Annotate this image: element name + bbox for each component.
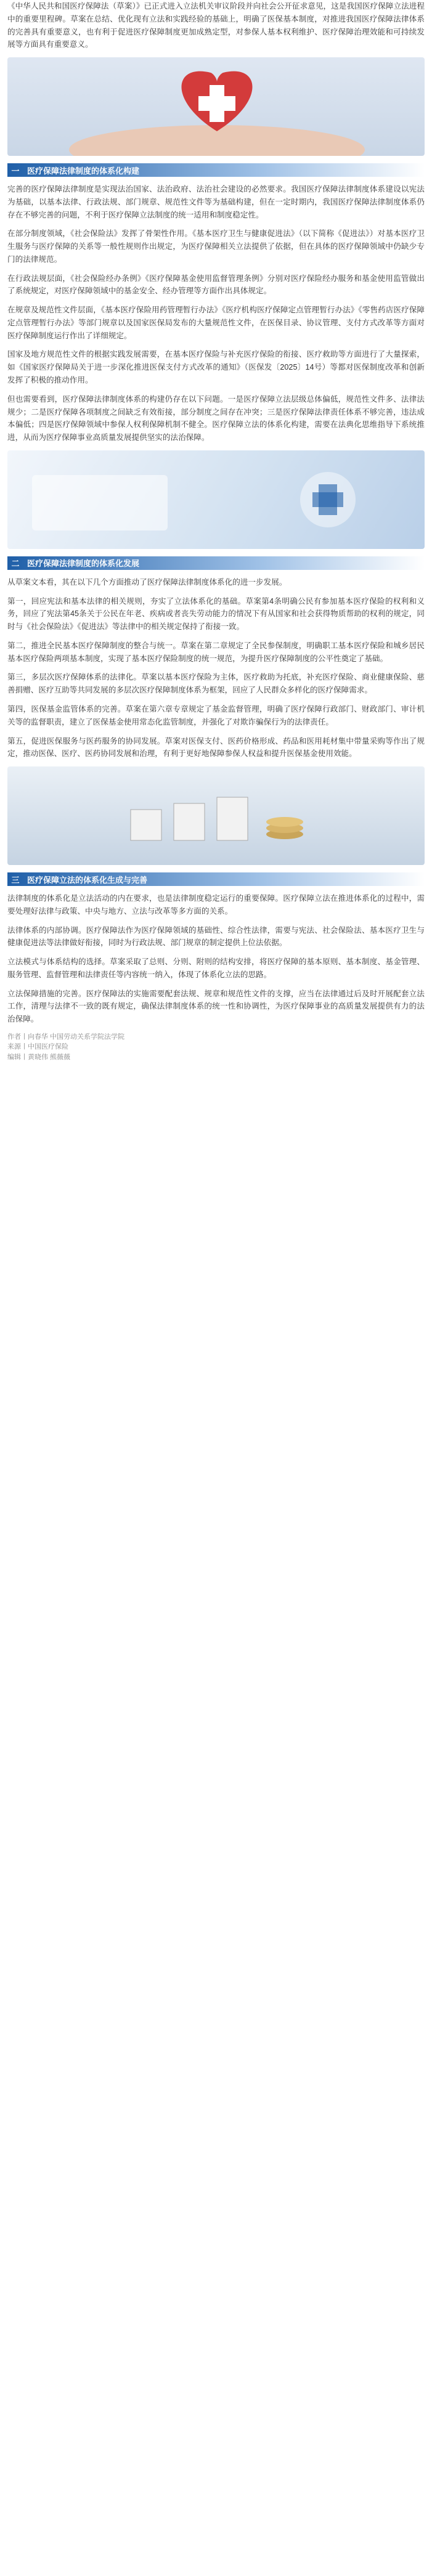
article [0, 0, 432, 1062]
section-number: 一 [11, 166, 20, 176]
hands-holding-medical-heart-image [7, 57, 425, 156]
paragraph: 在部分制度领域，《社会保险法》发挥了骨架性作用。《基本医疗卫生与健康促进法》（以下简称《促进法》）对基本医疗卫生服务与医疗保障的关系等一般性规则作出规定，为医疗保障相关立法提供了依据，但在具体的医疗保障领域中仍缺少专门的法律规范。 [7, 229, 425, 264]
section-heading-1 [7, 163, 425, 177]
section-number: 二 [11, 559, 20, 569]
paragraph: 第四，医保基金监管体系的完善。草案在第六章专章规定了基金监督管理，明确了医疗保障行政部门、财政部门、审计机关等的监督职责，建立了医保基金使用常态化监管制度，并强化了对欺诈骗保行为的法律责任。 [7, 704, 425, 726]
paragraph: 立法保障措施的完善。医疗保障法的实施需要配套法规、规章和规范性文件的支撑，应当在法律通过后及时开展配套立法工作，清理与法律不一致的既有规定，确保法律制度体系的统一性和协调性，为医疗保障事业的高质量发展提供有力的法治保障。 [7, 989, 425, 1024]
intro-paragraph: 《中华人民共和国医疗保障法（草案）》已正式进入立法机关审议阶段并向社会公开征求意见，这是我国医疗保障立法进程中的重要里程碑。草案在总结、优化现有立法和实践经验的基础上，明确了医保基本制度，对推进我国医疗保障法律体系的完善具有重要意义，也有利于促进医疗保障制度更加成熟定型，对参保人基本权利维护、医疗保障治理效能和可持续发展等方面具有重要意义。 [7, 2, 425, 49]
paragraph: 但也需要看到，医疗保障法律制度体系的构建仍存在以下问题。一是医疗保障立法层级总体偏低，规范性文件多、法律法规少；二是医疗保障各项制度之间缺乏有效衔接，部分制度之间存在冲突；三是医疗保障法律责任体系不够完善，违法成本偏低；四是医疗保障领域中参保人权利保障机制不健全。医疗保障立法的体系化构建，需要在法典化思维指导下系统推进，从而为医疗保障事业高质量发展提供坚实的法治保障。 [7, 394, 425, 442]
editor-line: 编辑丨黄晓伟 熊薇薇 [7, 1053, 71, 1061]
medical-technology-image [7, 450, 425, 549]
heart-cross-illustration [7, 57, 425, 156]
source-line: 来源丨中国医疗保险 [7, 1043, 68, 1051]
paragraph: 在行政法规层面，《社会保险经办条例》《医疗保障基金使用监督管理条例》分别对医疗保险经办服务和基金使用监管做出了系统规定，对医疗保障领域中的基金安全、经办管理等方面作出具体规定。 [7, 274, 425, 296]
paragraph: 法律体系的内部协调。医疗保障法作为医疗保障领域的基础性、综合性法律，需要与宪法、社会保险法、基本医疗卫生与健康促进法等法律做好衔接，同时为行政法规、部门规章的制定提供上位法依据。 [7, 925, 425, 948]
paragraph: 第三，多层次医疗保障体系的法律化。草案以基本医疗保险为主体，医疗救助为托底，补充医疗保险、商业健康保险、慈善捐赠、医疗互助等共同发展的多层次医疗保障制度体系为框架，回应了人民群众多样化的医疗保障需求。 [7, 673, 425, 695]
section-title: 医疗保障法律制度的体系化构建 [27, 166, 140, 176]
paragraph: 第一，回应宪法和基本法律的相关规则，夯实了立法体系化的基础。草案第4条明确公民有参加基本医疗保险的权利和义务，回应了宪法第45条关于公民在年老、疾病或者丧失劳动能力的情况下有从国家和社会获得物质帮助的权利的规定，同时与《社会保险法》《促进法》等法律中的相关规定保持了衔接一致。 [7, 596, 425, 632]
section-title: 医疗保障法律制度的体系化发展 [27, 559, 140, 569]
paragraph: 立法模式与体系结构的选择。草案采取了总则、分则、附则的结构安排，将医疗保障的基本原则、基本制度、基金管理、服务管理、监督管理和法律责任等内容统一纳入，体现了体系化立法的思路。 [7, 957, 425, 979]
paragraph: 第二，推进全民基本医疗保障制度的整合与统一。草案在第二章规定了全民参保制度，明确职工基本医疗保险和城乡居民基本医疗保险两项基本制度，实现了基本医疗保险制度的统一规范，为提升医疗保障制度的公平性奠定了基础。 [7, 641, 425, 663]
paragraph: 在规章及规范性文件层面，《基本医疗保险用药管理暂行办法》《医疗机构医疗保障定点管理暂行办法》《零售药店医疗保障定点管理暂行办法》等部门规章以及国家医保局发布的大量规范性文件，在医保目录、协议管理、支付方式改革等方面对医疗保障制度运行作出了详细规定。 [7, 306, 425, 340]
section-title: 医疗保障立法的体系化生成与完善 [27, 875, 148, 885]
section-heading-3 [7, 872, 425, 886]
coins-and-blocks-image [7, 766, 425, 865]
section-heading-2 [7, 556, 425, 570]
article-footer [7, 1032, 425, 1063]
paragraph: 完善的医疗保障法律制度是实现法治国家、法治政府、法治社会建设的必然要求。我国医疗保障法律制度体系建设以宪法为基础，以基本法律、行政法规、部门规章、规范性文件等为基础构建，但在一定时期内，我国医疗保障法律制度体系仍存在不够完善的问题，不利于医疗保障立法制度的统一适用和制度稳定性。 [7, 185, 425, 219]
paragraph: 从草案文本看，其在以下几个方面推动了医疗保障法律制度体系化的进一步发展。 [7, 577, 287, 587]
paragraph: 国家及地方规范性文件的根据实践发展需要，在基本医疗保险与补充医疗保险的衔接、医疗救助等方面进行了大量探索，如《国家医疗保障局关于进一步深化推进医保支付方式改革的通知》（医保发〔2025〕14号）等都对医保制度改革和创新发挥了积极的推动作用。 [7, 350, 425, 385]
author-line: 作者丨向春华 中国劳动关系学院法学院 [7, 1033, 125, 1041]
section-number: 三 [11, 875, 20, 885]
paragraph: 第五，促进医保服务与医药服务的协同发展。草案对医保支付、医药价格形成、药品和医用耗材集中带量采购等作出了规定，推动医保、医疗、医药协同发展和治理，有利于更好地保障参保人权益和提升医保基金使用效能。 [7, 736, 425, 758]
paragraph: 法律制度的体系化是立法活动的内在要求，也是法律制度稳定运行的重要保障。医疗保障立法在推进体系化的过程中，需要处理好法律与政策、中央与地方、立法与改革等多方面的关系。 [7, 894, 425, 916]
medical-tech-illustration [7, 450, 425, 549]
coins-illustration [7, 766, 425, 865]
